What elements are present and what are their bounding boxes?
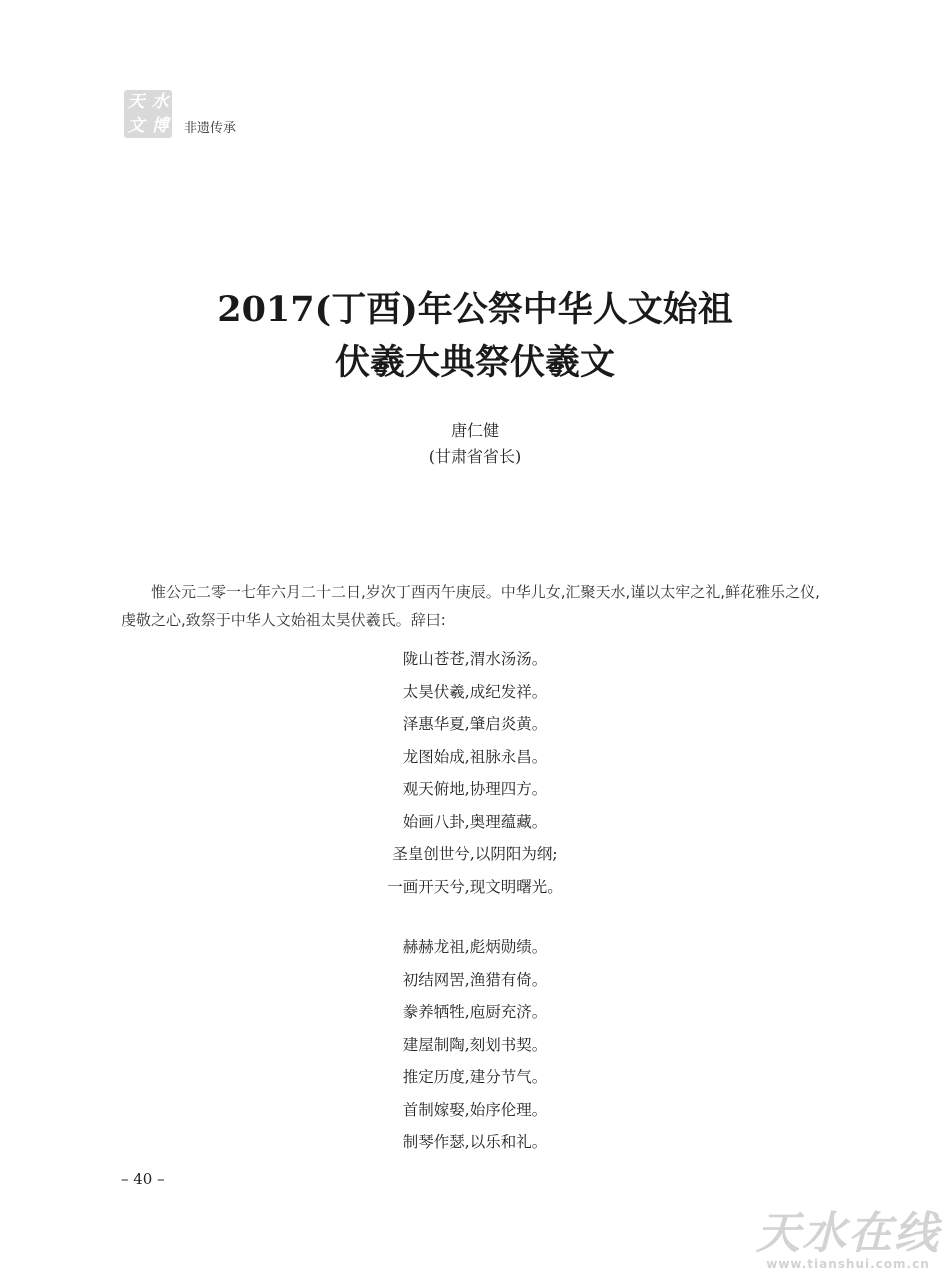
stanza-1 [0,643,950,903]
logo-char-4: 博 [151,115,169,136]
verse-line: 首制嫁娶,始序伦理。 [402,1100,548,1119]
title-line-1: 2017(丁酉)年公祭中华人文始祖 [217,289,733,330]
verse-line: 初结网罟,渔猎有倚。 [402,970,548,989]
verse-block [0,643,950,1159]
verse-line: 始画八卦,奥理蕴藏。 [402,812,548,831]
verse-line: 豢养牺牲,庖厨充济。 [402,1003,548,1021]
verse-line: 推定历度,建分节气。 [402,1068,548,1086]
journal-logo [124,90,172,138]
verse-line: 陇山苍苍,渭水汤汤。 [402,650,548,668]
verse-line: 圣皇创世兮,以阴阳为纲; [392,845,558,863]
stanza-gap [0,903,950,931]
author-position: (甘肃省省长) [428,447,522,466]
watermark-url: www.tianshui.com.cn [766,1257,930,1271]
site-watermark [756,1208,940,1271]
verse-line: 制琴作瑟,以乐和礼。 [402,1133,548,1151]
article-title [0,283,950,389]
verse-line: 泽惠华夏,肇启炎黄。 [402,715,548,733]
verse-line: 观天俯地,协理四方。 [402,780,548,798]
logo-char-2: 水 [151,91,169,112]
verse-line: 龙图始成,祖脉永昌。 [402,747,548,766]
section-label: 非遗传承 [184,121,237,136]
logo-char-1: 天 [127,91,145,112]
page-number: – 40 – [121,1170,165,1188]
intro-paragraph: 惟公元二零一七年六月二十二日,岁次丁酉丙午庚辰。中华儿女,汇聚天水,谨以太牢之礼,鲜花雅乐之仪,虔敬之心,致祭于中华人文始祖太昊伏羲氏。辞曰: [121,583,820,629]
verse-line: 一画开天兮,现文明曙光。 [387,877,563,896]
verse-line: 建屋制陶,刻划书契。 [402,1035,548,1054]
stanza-2 [0,931,950,1159]
author-name: 唐仁健 [450,421,499,440]
title-line-2: 伏羲大典祭伏羲文 [334,342,615,383]
verse-line: 太昊伏羲,成纪发祥。 [402,682,548,701]
verse-line: 赫赫龙祖,彪炳勋绩。 [402,938,548,956]
watermark-text: 天水在线 [756,1208,940,1259]
logo-char-3: 文 [127,115,145,136]
author-block [0,418,950,470]
